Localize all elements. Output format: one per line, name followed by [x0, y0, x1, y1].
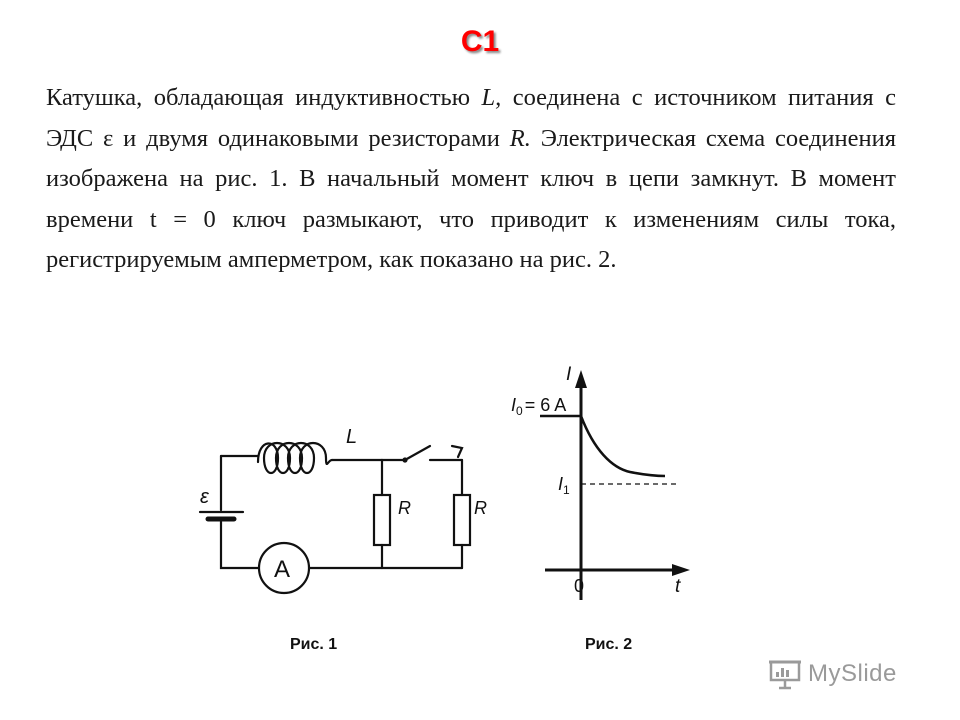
ammeter-label: A	[274, 556, 291, 583]
circuit-diagram	[200, 443, 470, 593]
projector-screen-icon	[768, 657, 802, 691]
x-axis-label: t	[675, 576, 681, 597]
watermark	[768, 656, 897, 692]
problem-variable: L,	[481, 84, 502, 111]
switch-arrow	[452, 446, 462, 457]
problem-text-segment: Катушка, обладающая индуктивностью	[46, 84, 482, 111]
inductor-coil	[258, 443, 332, 473]
watermark-text: MySlide	[808, 660, 897, 687]
problem-variable: R.	[509, 124, 531, 152]
y-axis-label: I	[566, 364, 572, 385]
emf-label: ε	[200, 486, 209, 508]
y-axis-arrow	[575, 370, 587, 388]
resistor2-label: R	[474, 498, 487, 518]
wire-left-bottom	[221, 520, 258, 568]
i0-label: $I_0 = 6$ A	[511, 395, 567, 418]
switch-blade	[405, 446, 430, 460]
resistor-right	[454, 495, 470, 545]
i1-label: $I_1$	[558, 474, 570, 497]
figure1-caption: Рис. 1	[290, 636, 338, 653]
problem-text-segment: Электрическая схема соединения изображена на рис. 1. В начальный момент ключ в цепи замкнут. В момент времени t = 0 ключ размыкают, что приводит к изменениям силы тока, регистрируемым амперметром, как показано на рис. 2.	[46, 124, 897, 273]
resistor1-label: R	[398, 498, 411, 518]
inductor-label: L	[346, 426, 358, 448]
resistor-mid	[374, 495, 390, 545]
figure2-caption: Рис. 2	[585, 636, 633, 653]
problem-text-segment: соединена с источником питания с ЭДС ε и двумя одинаковыми резисторами	[46, 84, 896, 152]
current-decay-curve	[581, 416, 665, 476]
origin-label: 0	[574, 576, 585, 596]
x-axis-arrow	[672, 564, 690, 576]
slide-title: С1	[460, 25, 500, 58]
